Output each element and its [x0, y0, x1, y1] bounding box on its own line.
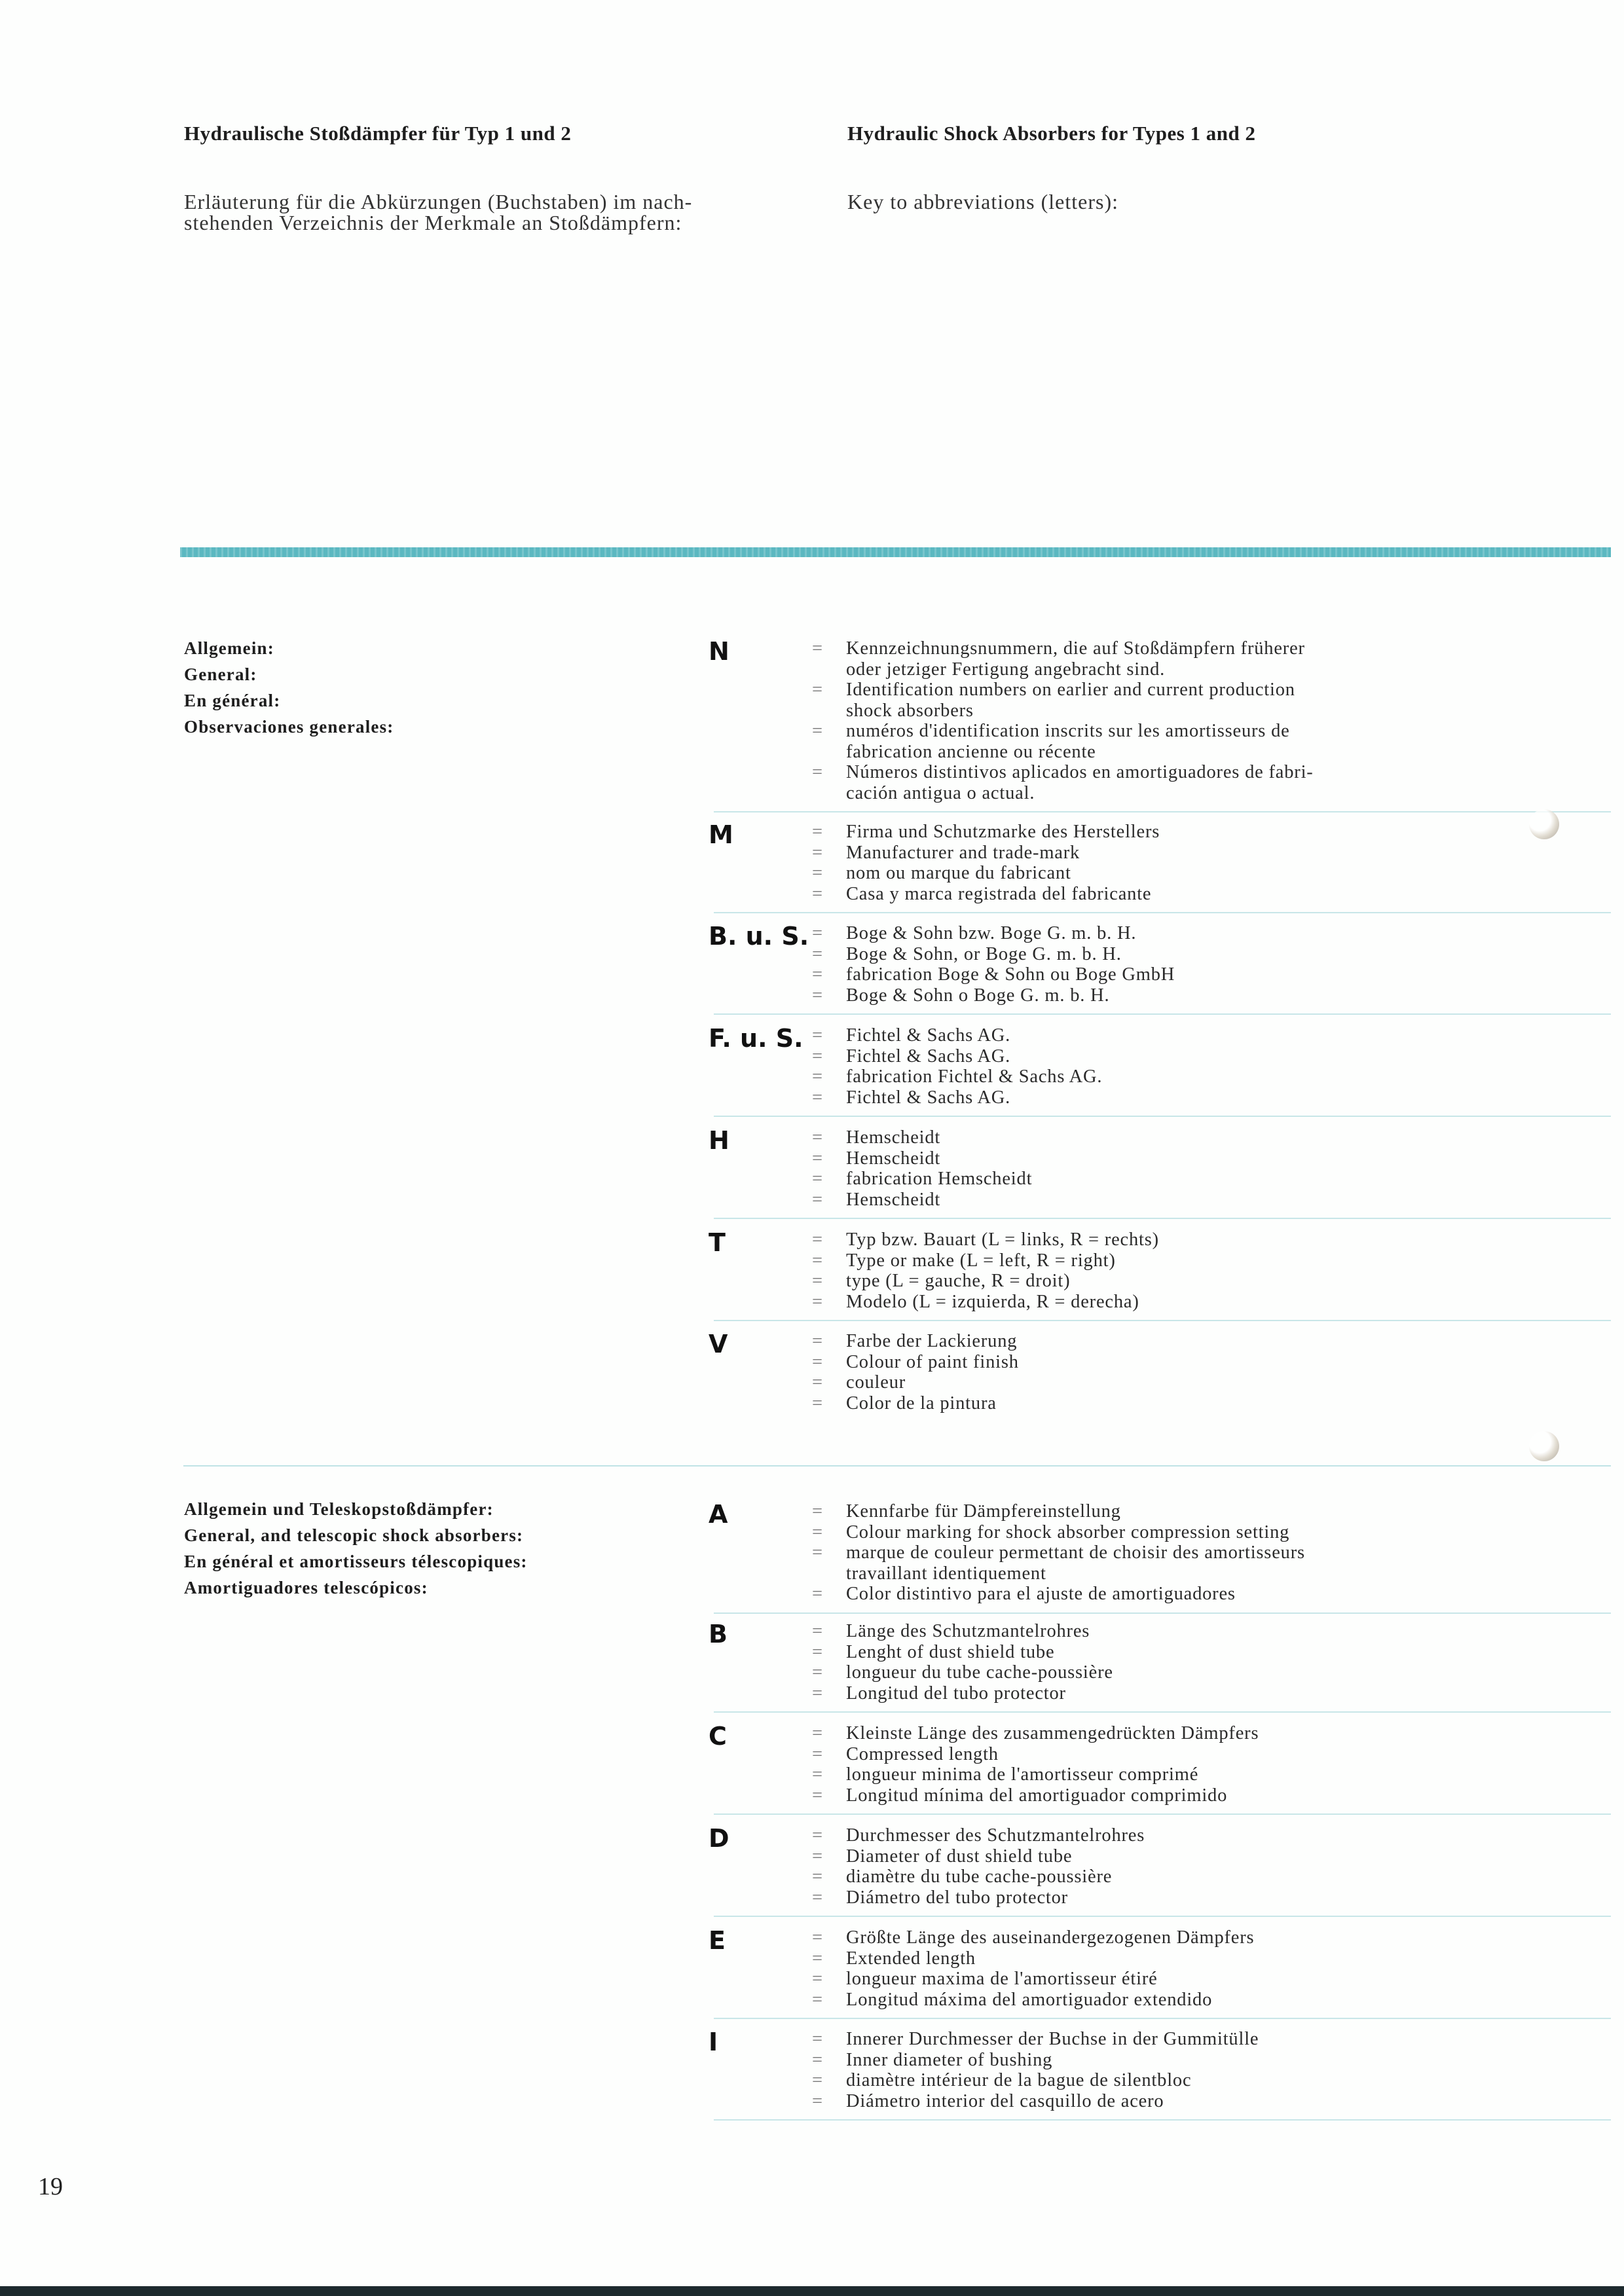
- definition-line: [812, 1764, 1604, 1785]
- definition-text: Colour of paint finish: [846, 1351, 1019, 1372]
- definition-line: [812, 1948, 1604, 1969]
- equals-sign: =: [812, 762, 823, 782]
- equals-sign: =: [812, 2070, 823, 2090]
- definition-text: Números distintivos aplicados en amortiguadores de fabri-: [846, 762, 1314, 782]
- entry-divider: [714, 912, 1611, 913]
- definition-line: [812, 1563, 1604, 1584]
- definition-text: marque de couleur permettant de choisir des amortisseurs: [846, 1542, 1305, 1563]
- equals-sign: =: [812, 842, 823, 863]
- intro-german: [184, 191, 813, 233]
- equals-sign: =: [812, 1351, 823, 1372]
- intro-german-line: stehenden Verzeichnis der Merkmale an Stoßdämpfern:: [184, 211, 682, 234]
- abbreviation-code: M: [709, 820, 733, 849]
- equals-sign: =: [812, 1046, 823, 1066]
- definition-text: Longitud del tubo protector: [846, 1683, 1066, 1704]
- binding-hole: [1529, 809, 1559, 839]
- equals-sign: =: [812, 1127, 823, 1148]
- definition-line: [812, 1372, 1604, 1393]
- definition-text: Innerer Durchmesser der Buchse in der Gummitülle: [846, 2029, 1259, 2049]
- definition-line: [812, 1087, 1604, 1108]
- definition-line: [812, 1846, 1604, 1867]
- entry-divider: [714, 811, 1611, 812]
- definition-text: Colour marking for shock absorber compression setting: [846, 1522, 1290, 1542]
- entry-divider: [714, 1813, 1611, 1815]
- abbreviation-definition: [812, 1723, 1604, 1806]
- definition-text: Hemscheidt: [846, 1148, 941, 1169]
- definition-text: Kleinste Länge des zusammengedrückten Dämpfers: [846, 1723, 1259, 1743]
- equals-sign: =: [812, 1927, 823, 1948]
- definition-line: [812, 701, 1604, 721]
- section-label: General, and telescopic shock absorbers:: [184, 1525, 524, 1545]
- definition-line: [812, 680, 1604, 701]
- definition-line: [812, 1867, 1604, 1887]
- abbreviation-code: B: [709, 1620, 728, 1649]
- equals-sign: =: [812, 1230, 823, 1250]
- definition-text: fabrication ancienne ou récente: [846, 741, 1096, 762]
- abbreviation-code: I: [709, 2028, 718, 2056]
- equals-sign: =: [812, 1169, 823, 1189]
- equals-sign: =: [812, 1584, 823, 1604]
- entry-divider: [714, 1013, 1611, 1015]
- definition-line: [812, 1066, 1604, 1087]
- section-label: En général et amortisseurs télescopiques:: [184, 1552, 528, 1571]
- definition-line: [812, 985, 1604, 1006]
- definition-line: [812, 2070, 1604, 2091]
- definition-text: type (L = gauche, R = droit): [846, 1271, 1071, 1291]
- definition-text: Boge & Sohn, or Boge G. m. b. H.: [846, 943, 1122, 964]
- equals-sign: =: [812, 863, 823, 883]
- section-label: Allgemein und Teleskopstoßdämpfer:: [184, 1499, 494, 1519]
- definition-text: Manufacturer and trade-mark: [846, 842, 1080, 863]
- definition-text: diamètre intérieur de la bague de silentbloc: [846, 2070, 1192, 2090]
- equals-sign: =: [812, 1846, 823, 1867]
- section-label: Allgemein:: [184, 638, 274, 658]
- entry-divider: [714, 1218, 1611, 1219]
- definition-line: [812, 1501, 1604, 1522]
- equals-sign: =: [812, 1066, 823, 1087]
- definition-text: Fichtel & Sachs AG.: [846, 1046, 1011, 1066]
- definition-line: [812, 1522, 1604, 1543]
- definition-line: [812, 2029, 1604, 2050]
- definition-text: Größte Länge des auseinandergezogenen Dämpfers: [846, 1927, 1255, 1948]
- heading-german: Hydraulische Stoßdämpfer für Typ 1 und 2: [184, 122, 572, 145]
- definition-text: longueur maxima de l'amortisseur étiré: [846, 1969, 1158, 1989]
- equals-sign: =: [812, 1271, 823, 1291]
- equals-sign: =: [812, 1522, 823, 1542]
- definition-line: [812, 1271, 1604, 1292]
- definition-text: Inner diameter of bushing: [846, 2049, 1053, 2070]
- definition-text: shock absorbers: [846, 700, 974, 721]
- definition-text: oder jetziger Fertigung angebracht sind.: [846, 659, 1166, 680]
- abbreviation-definition: [812, 1127, 1604, 1210]
- definition-line: [812, 659, 1604, 680]
- definition-text: fabrication Boge & Sohn ou Boge GmbH: [846, 964, 1175, 985]
- entry-divider: [714, 1613, 1611, 1614]
- definition-line: [812, 964, 1604, 985]
- abbreviation-definition: [812, 1927, 1604, 2010]
- equals-sign: =: [812, 1372, 823, 1393]
- definition-text: Color de la pintura: [846, 1393, 997, 1413]
- definition-line: [812, 1642, 1604, 1663]
- definition-text: Casa y marca registrada del fabricante: [846, 883, 1152, 904]
- equals-sign: =: [812, 1825, 823, 1846]
- definition-line: [812, 1025, 1604, 1046]
- equals-sign: =: [812, 1887, 823, 1908]
- definition-line: [812, 638, 1604, 659]
- definition-line: [812, 1331, 1604, 1352]
- definition-text: Extended length: [846, 1948, 976, 1969]
- definition-line: [812, 1927, 1604, 1948]
- equals-sign: =: [812, 923, 823, 943]
- equals-sign: =: [812, 1764, 823, 1785]
- abbreviation-definition: [812, 638, 1604, 803]
- entry-divider: [714, 1916, 1611, 1917]
- definition-text: travaillant identiquement: [846, 1563, 1046, 1584]
- equals-sign: =: [812, 721, 823, 741]
- definition-text: Firma und Schutzmarke des Herstellers: [846, 822, 1160, 842]
- definition-line: [812, 1990, 1604, 2011]
- heading-english: Hydraulic Shock Absorbers for Types 1 and 2: [847, 122, 1256, 145]
- equals-sign: =: [812, 1025, 823, 1046]
- abbreviation-definition: [812, 2029, 1604, 2111]
- section-label: En général:: [184, 691, 281, 710]
- equals-sign: =: [812, 1662, 823, 1683]
- equals-sign: =: [812, 822, 823, 842]
- section-label: Amortiguadores telescópicos:: [184, 1578, 428, 1597]
- page-bottom-edge: [0, 2286, 1624, 2296]
- equals-sign: =: [812, 638, 823, 659]
- definition-line: [812, 1148, 1604, 1169]
- definition-text: Typ bzw. Bauart (L = links, R = rechts): [846, 1230, 1159, 1250]
- definition-line: [812, 863, 1604, 884]
- definition-line: [812, 1887, 1604, 1908]
- definition-text: Identification numbers on earlier and current production: [846, 680, 1295, 700]
- definition-text: couleur: [846, 1372, 906, 1393]
- definition-line: [812, 762, 1604, 783]
- definition-text: Diameter of dust shield tube: [846, 1846, 1073, 1867]
- intro-english: Key to abbreviations (letters):: [847, 190, 1118, 213]
- definition-text: Longitud máxima del amortiguador extendido: [846, 1989, 1213, 2010]
- entry-divider: [714, 1116, 1611, 1117]
- equals-sign: =: [812, 2049, 823, 2070]
- abbreviation-code: E: [709, 1926, 726, 1955]
- equals-sign: =: [812, 1948, 823, 1969]
- definition-line: [812, 2050, 1604, 2071]
- definition-text: Kennzeichnungsnummern, die auf Stoßdämpfern früherer: [846, 638, 1305, 659]
- entry-divider: [714, 2119, 1611, 2121]
- teal-divider: [180, 547, 1611, 557]
- definition-line: [812, 1825, 1604, 1846]
- definition-line: [812, 721, 1604, 742]
- definition-line: [812, 1621, 1604, 1642]
- definition-line: [812, 884, 1604, 905]
- abbreviation-definition: [812, 923, 1604, 1006]
- intro-german-line: Erläuterung für die Abkürzungen (Buchstaben) im nach-: [184, 190, 693, 213]
- definition-text: Boge & Sohn o Boge G. m. b. H.: [846, 985, 1110, 1006]
- definition-line: [812, 1584, 1604, 1605]
- abbreviation-definition: [812, 1825, 1604, 1908]
- entry-divider: [714, 1711, 1611, 1713]
- equals-sign: =: [812, 2090, 823, 2111]
- abbreviation-code: H: [709, 1126, 729, 1155]
- equals-sign: =: [812, 1189, 823, 1210]
- definition-text: Hemscheidt: [846, 1127, 941, 1148]
- definition-text: fabrication Hemscheidt: [846, 1169, 1033, 1189]
- definition-line: [812, 843, 1604, 864]
- equals-sign: =: [812, 985, 823, 1006]
- definition-text: Diámetro del tubo protector: [846, 1887, 1068, 1908]
- definition-line: [812, 923, 1604, 944]
- equals-sign: =: [812, 1393, 823, 1413]
- equals-sign: =: [812, 1621, 823, 1641]
- equals-sign: =: [812, 1723, 823, 1743]
- equals-sign: =: [812, 1969, 823, 1989]
- section-general-labels: [184, 635, 394, 740]
- definition-text: Longitud mínima del amortiguador comprimido: [846, 1785, 1228, 1806]
- abbreviation-code: C: [709, 1722, 727, 1751]
- definition-text: nom ou marque du fabricant: [846, 863, 1071, 883]
- definition-text: Durchmesser des Schutzmantelrohres: [846, 1825, 1145, 1846]
- definition-line: [812, 1542, 1604, 1563]
- definition-text: Boge & Sohn bzw. Boge G. m. b. H.: [846, 923, 1137, 943]
- equals-sign: =: [812, 1291, 823, 1312]
- abbreviation-code: V: [709, 1330, 728, 1358]
- section-label: General:: [184, 665, 257, 684]
- definition-line: [812, 1127, 1604, 1148]
- definition-text: Fichtel & Sachs AG.: [846, 1025, 1011, 1046]
- definition-text: Farbe der Lackierung: [846, 1331, 1018, 1351]
- definition-text: Kennfarbe für Dämpfereinstellung: [846, 1501, 1121, 1522]
- definition-text: Länge des Schutzmantelrohres: [846, 1621, 1090, 1641]
- equals-sign: =: [812, 1148, 823, 1169]
- equals-sign: =: [812, 964, 823, 985]
- definition-line: [812, 1352, 1604, 1373]
- definition-line: [812, 783, 1604, 804]
- definition-line: [812, 742, 1604, 763]
- definition-text: Compressed length: [846, 1743, 999, 1764]
- definition-line: [812, 822, 1604, 843]
- equals-sign: =: [812, 1989, 823, 2010]
- equals-sign: =: [812, 943, 823, 964]
- abbreviation-code: F. u. S.: [709, 1024, 803, 1053]
- definition-text: cación antigua o actual.: [846, 782, 1035, 803]
- abbreviation-code: N: [709, 637, 729, 666]
- definition-line: [812, 1250, 1604, 1271]
- definition-text: longueur minima de l'amortisseur comprimé: [846, 1764, 1199, 1785]
- definition-text: Lenght of dust shield tube: [846, 1641, 1055, 1662]
- binding-hole: [1529, 1431, 1559, 1461]
- section-label: Observaciones generales:: [184, 717, 394, 737]
- definition-text: diamètre du tube cache-poussière: [846, 1867, 1113, 1887]
- definition-line: [812, 1046, 1604, 1067]
- definition-line: [812, 1785, 1604, 1806]
- abbreviation-definition: [812, 1501, 1604, 1605]
- abbreviation-code: D: [709, 1824, 729, 1853]
- abbreviation-definition: [812, 822, 1604, 904]
- definition-text: fabrication Fichtel & Sachs AG.: [846, 1066, 1103, 1087]
- definition-text: Modelo (L = izquierda, R = derecha): [846, 1291, 1139, 1312]
- definition-text: Color distintivo para el ajuste de amortiguadores: [846, 1584, 1236, 1604]
- section-telescopic-labels: [184, 1496, 528, 1601]
- abbreviation-definition: [812, 1621, 1604, 1704]
- definition-line: [812, 1190, 1604, 1211]
- definition-line: [812, 1169, 1604, 1190]
- equals-sign: =: [812, 2029, 823, 2049]
- equals-sign: =: [812, 1785, 823, 1806]
- page-number: 19: [38, 2173, 63, 2200]
- abbreviation-code: A: [709, 1500, 728, 1529]
- equals-sign: =: [812, 1867, 823, 1887]
- definition-text: Type or make (L = left, R = right): [846, 1250, 1116, 1271]
- definition-line: [812, 1683, 1604, 1704]
- definition-text: longueur du tube cache-poussière: [846, 1662, 1113, 1683]
- definition-text: Diámetro interior del casquillo de acero: [846, 2090, 1164, 2111]
- abbreviation-code: T: [709, 1228, 726, 1257]
- definition-line: [812, 1744, 1604, 1765]
- equals-sign: =: [812, 1683, 823, 1704]
- equals-sign: =: [812, 1641, 823, 1662]
- equals-sign: =: [812, 680, 823, 700]
- definition-line: [812, 944, 1604, 965]
- equals-sign: =: [812, 1250, 823, 1271]
- definition-line: [812, 1662, 1604, 1683]
- equals-sign: =: [812, 1331, 823, 1351]
- entry-divider: [714, 1320, 1611, 1321]
- definition-text: numéros d'identification inscrits sur les amortisseurs de: [846, 721, 1290, 741]
- entry-divider: [714, 2018, 1611, 2019]
- equals-sign: =: [812, 1501, 823, 1522]
- definition-line: [812, 1393, 1604, 1414]
- abbreviation-code: B. u. S.: [709, 922, 809, 951]
- equals-sign: =: [812, 883, 823, 904]
- definition-text: Fichtel & Sachs AG.: [846, 1087, 1011, 1108]
- equals-sign: =: [812, 1087, 823, 1108]
- section-divider: [183, 1465, 1611, 1467]
- definition-text: Hemscheidt: [846, 1189, 941, 1210]
- definition-line: [812, 1723, 1604, 1744]
- abbreviation-definition: [812, 1025, 1604, 1108]
- abbreviation-definition: [812, 1230, 1604, 1312]
- equals-sign: =: [812, 1743, 823, 1764]
- definition-line: [812, 1969, 1604, 1990]
- definition-line: [812, 1230, 1604, 1250]
- definition-line: [812, 1292, 1604, 1313]
- equals-sign: =: [812, 1542, 823, 1563]
- abbreviation-definition: [812, 1331, 1604, 1413]
- definition-line: [812, 2091, 1604, 2112]
